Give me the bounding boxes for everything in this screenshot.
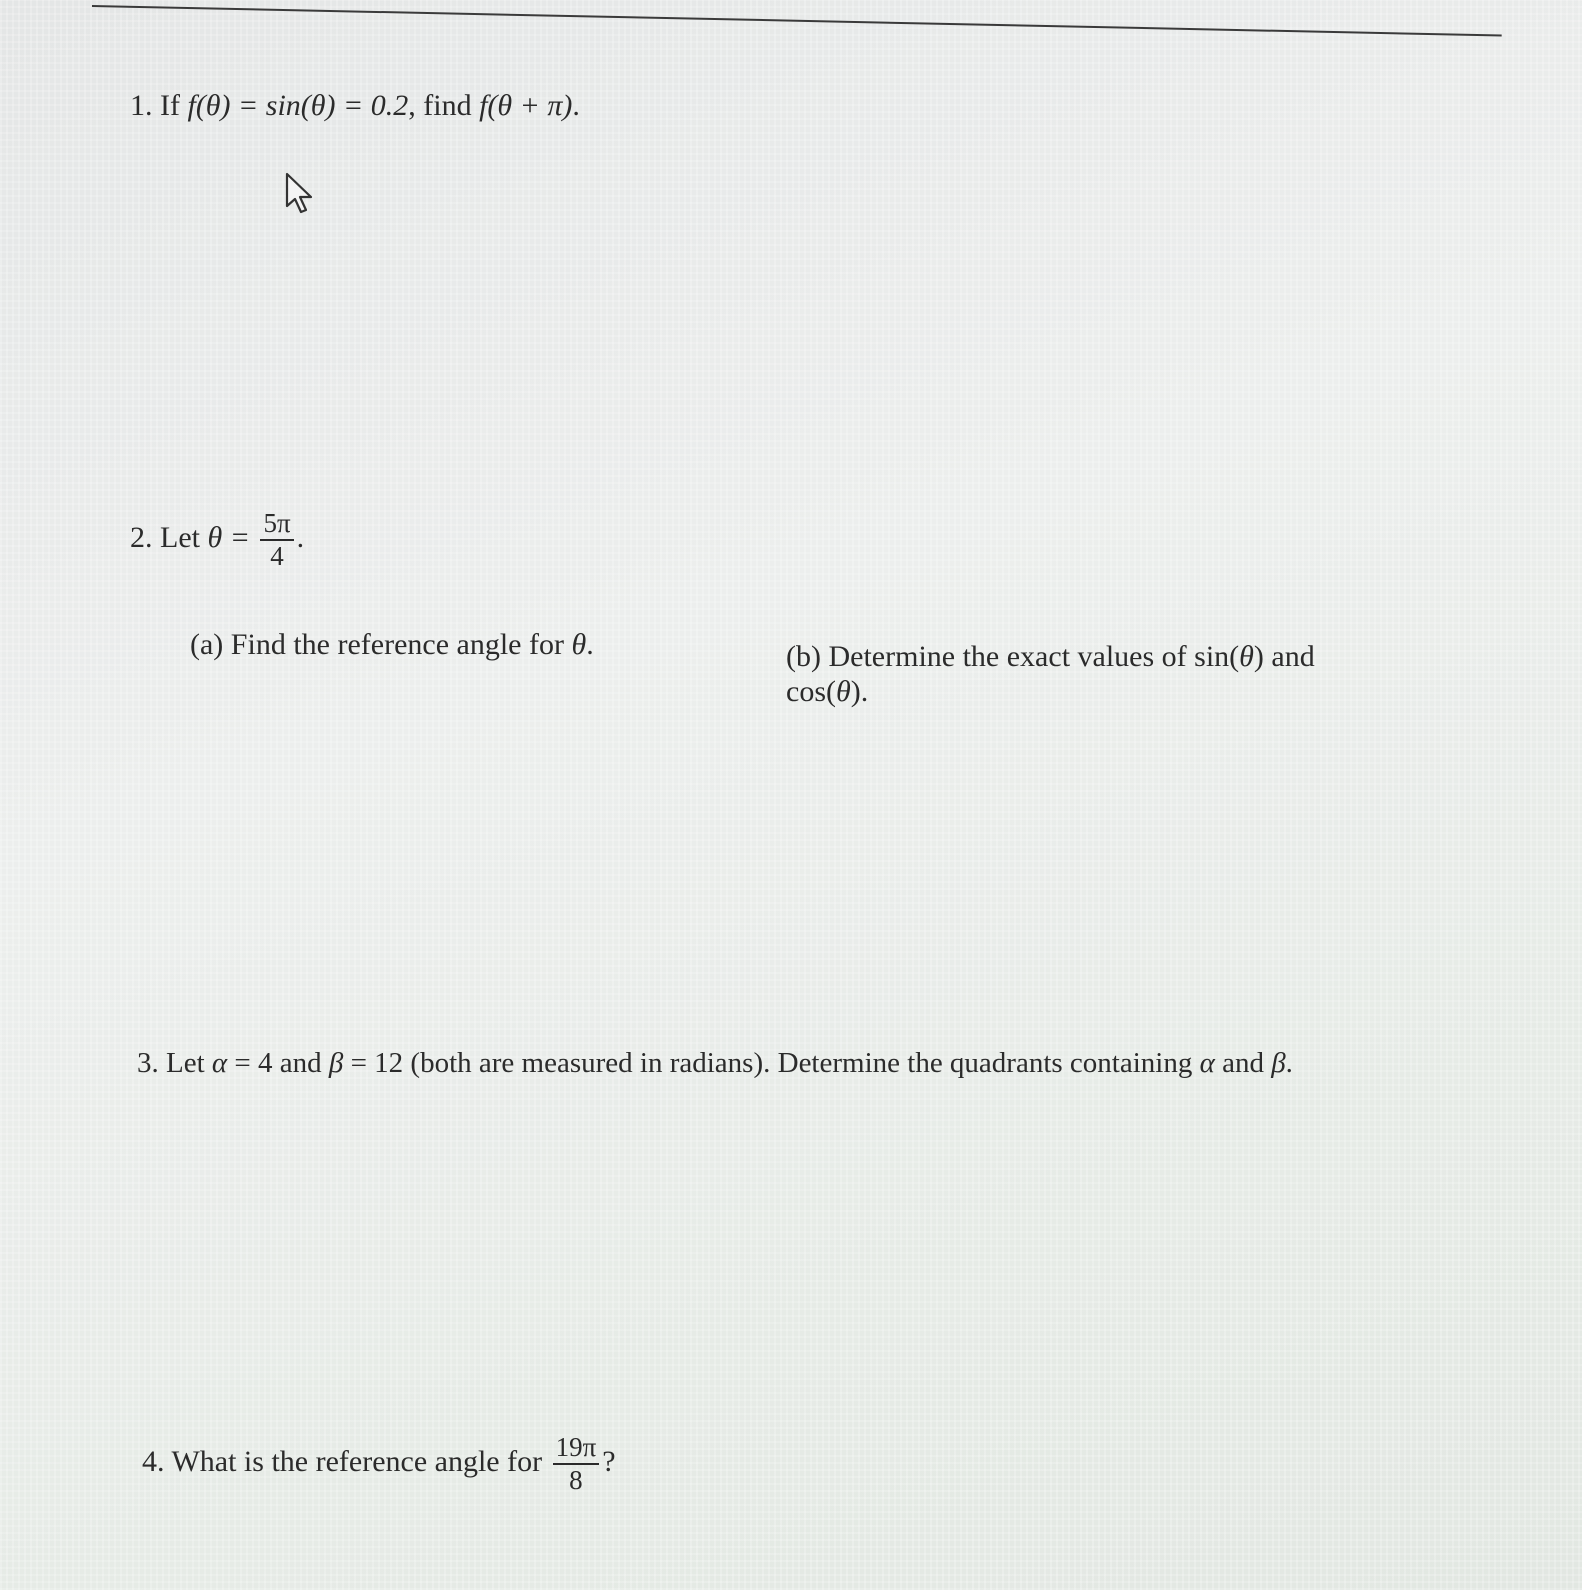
problem-3 (137, 1046, 1293, 1081)
problem-2b-end-2: ). (850, 675, 869, 708)
problem-4 (142, 1432, 616, 1496)
problem-2-theta: θ = (207, 520, 250, 554)
problem-1-equation: f(θ) = sin(θ) = 0.2 (187, 89, 409, 122)
problem-2b-text-1: Determine the exact values of sin( (828, 640, 1240, 673)
problem-2a-end: . (586, 628, 594, 661)
problem-2-frac-num: 5π (260, 508, 293, 541)
problem-1-end: . (572, 89, 580, 122)
problem-2a-var: θ (571, 628, 587, 661)
problem-3-text-d: and (1222, 1047, 1264, 1079)
problem-3-beta-eq: β (328, 1047, 344, 1079)
problem-1 (130, 88, 580, 124)
problem-3-alpha: α (1199, 1047, 1215, 1079)
problem-2a (190, 627, 594, 663)
problem-2b-line-1 (786, 639, 1315, 675)
problem-2-fraction (260, 508, 293, 572)
problem-3-text-c: = 12 (both are measured in radians). Determine the quadrants containing (350, 1047, 1193, 1079)
problem-4-frac-num: 19π (553, 1432, 600, 1465)
problem-2 (130, 508, 304, 572)
problem-2b-line-2 (786, 674, 868, 710)
problem-3-beta: β (1271, 1047, 1286, 1079)
problem-3-number: 3. (137, 1047, 159, 1079)
problem-2-end: . (296, 520, 305, 554)
problem-1-text-a: If (160, 89, 180, 122)
problem-3-text-a: Let (166, 1047, 205, 1079)
problem-4-end: ? (602, 1444, 616, 1478)
problem-2b-end-1: ) and (1253, 640, 1315, 673)
top-rule (92, 5, 1502, 37)
problem-2a-label: (a) (190, 628, 224, 661)
problem-3-text-b: = 4 and (234, 1047, 322, 1079)
problem-2-frac-den: 4 (270, 541, 284, 572)
problem-4-frac-den: 8 (569, 1465, 583, 1496)
problem-4-number: 4. (142, 1444, 165, 1478)
problem-2b-text-2: cos( (786, 675, 836, 708)
problem-2b-label: (b) (786, 640, 821, 673)
problem-4-fraction (553, 1432, 600, 1496)
problem-1-text-c: , find (408, 89, 472, 122)
problem-2-text-a: Let (160, 520, 200, 554)
mouse-pointer-icon (284, 172, 318, 218)
problem-1-number: 1. (130, 89, 153, 122)
problem-1-target: f(θ + π) (479, 89, 573, 122)
problem-4-text: What is the reference angle for (171, 1444, 543, 1478)
problem-2-number: 2. (130, 520, 153, 554)
problem-2a-text: Find the reference angle for (230, 628, 564, 661)
problem-2b-var-1: θ (1239, 640, 1254, 673)
problem-3-alpha-eq: α (211, 1047, 228, 1079)
problem-2b-var-2: θ (835, 675, 851, 708)
problem-3-end: . (1285, 1047, 1293, 1079)
